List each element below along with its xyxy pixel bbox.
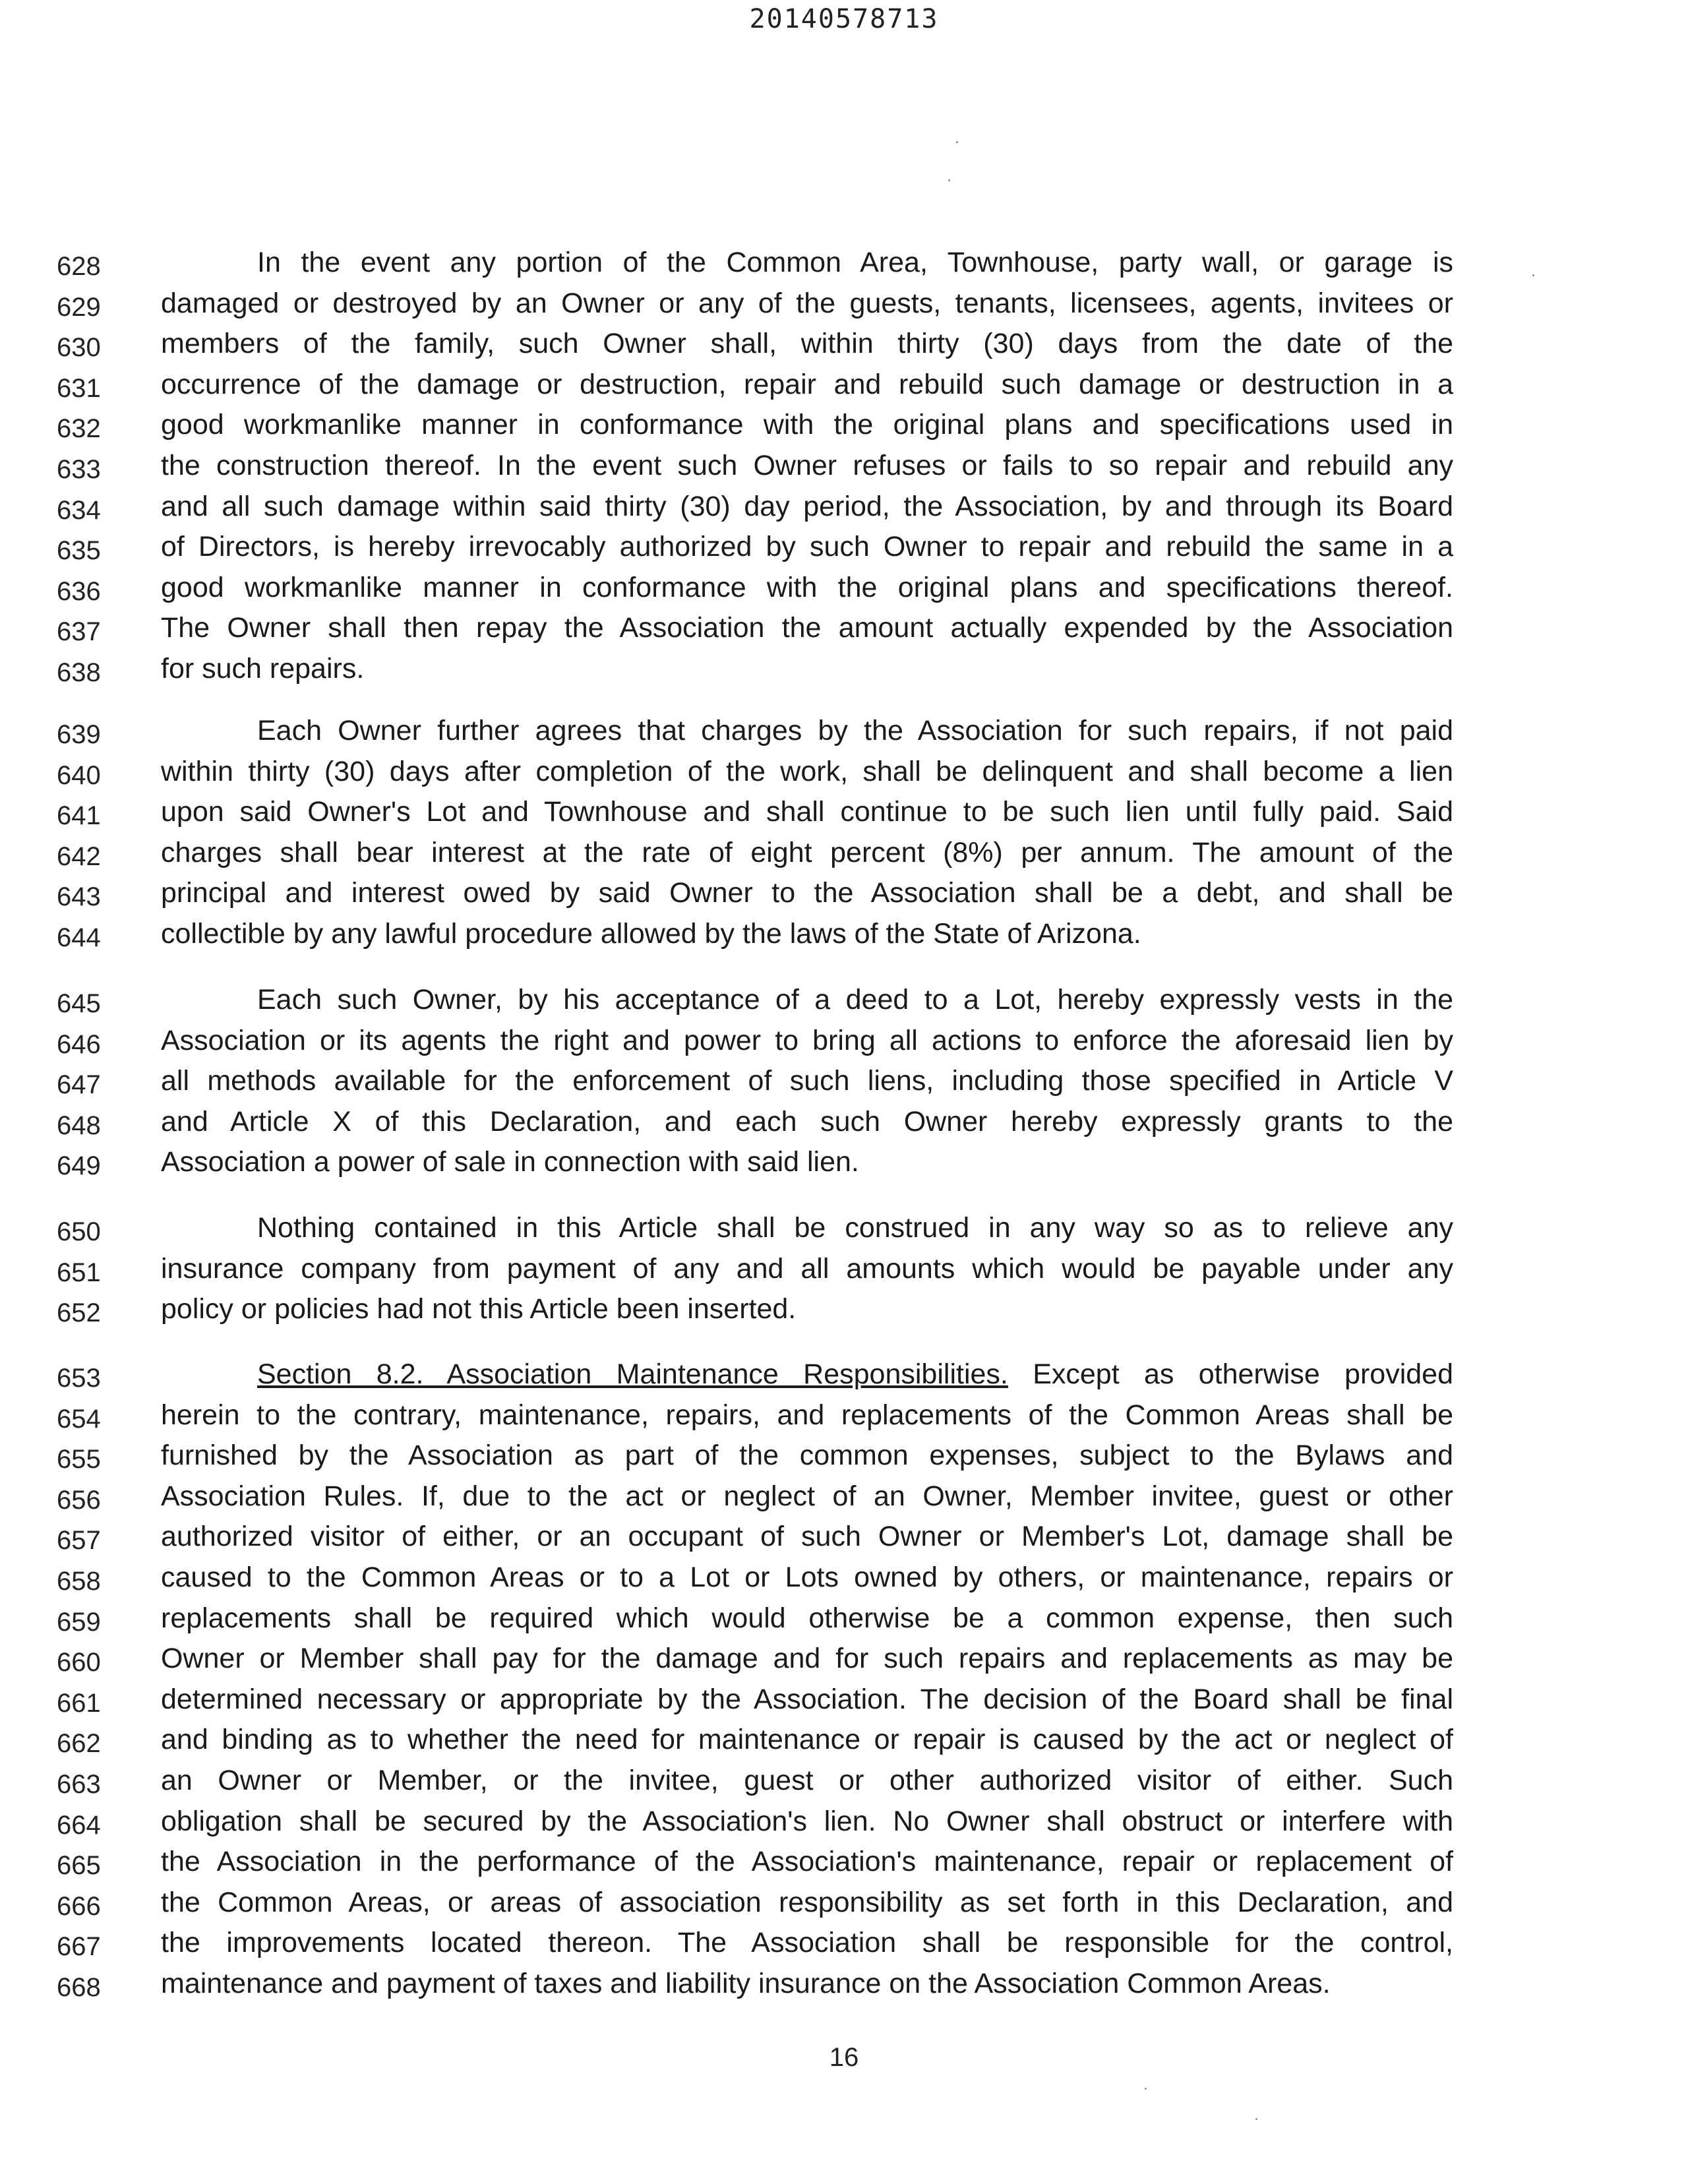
text-line [0, 752, 1688, 793]
line-text: the Common Areas, or areas of association responsibility as set forth in this Declaration, and [161, 1886, 1453, 1918]
line-number: 656 [57, 1485, 101, 1515]
paragraph [0, 980, 1688, 1183]
line-number: 646 [57, 1029, 101, 1059]
text-line [0, 284, 1688, 324]
text-line [0, 1395, 1688, 1436]
text-line [0, 1680, 1688, 1720]
line-number: 638 [57, 657, 101, 687]
line-number: 649 [57, 1151, 101, 1181]
line-number: 655 [57, 1445, 101, 1474]
text-line [0, 446, 1688, 487]
line-text: insurance company from payment of any and all amounts which would be payable under any [161, 1252, 1453, 1285]
line-number: 630 [57, 333, 101, 363]
text-line [0, 873, 1688, 914]
line-text: maintenance and payment of taxes and liability insurance on the Association Common Areas. [161, 1967, 1331, 1999]
line-text: occurrence of the damage or destruction, repair and rebuild such damage or destruction in a [161, 368, 1453, 400]
line-text: within thirty (30) days after completion of the work, shall be delinquent and shall become a lien [161, 755, 1453, 787]
line-number: 658 [57, 1566, 101, 1596]
line-text: for such repairs. [161, 652, 365, 684]
line-text: and binding as to whether the need for maintenance or repair is caused by the act or neglect of [161, 1724, 1453, 1756]
text-line [0, 608, 1688, 649]
line-text: of Directors, is hereby irrevocably authorized by such Owner to repair and rebuild the same in a [161, 531, 1453, 563]
text-line [0, 711, 1688, 752]
text-line [0, 649, 1688, 690]
document-number: 20140578713 [749, 4, 939, 34]
line-number: 662 [57, 1729, 101, 1759]
line-text: determined necessary or appropriate by the Association. The decision of the Board shall be final [161, 1683, 1453, 1715]
line-text: The Owner shall then repay the Association the amount actually expended by the Association [161, 612, 1453, 644]
line-number: 648 [57, 1110, 101, 1140]
line-text: herein to the contrary, maintenance, repairs, and replacements of the Common Areas shall be [161, 1399, 1453, 1431]
text-line [0, 405, 1688, 446]
line-text: all methods available for the enforcement of such liens, including those specified in Article V [161, 1065, 1453, 1097]
paragraph [0, 711, 1688, 955]
line-text: obligation shall be secured by the Association's lien. No Owner shall obstruct or interfere with [161, 1805, 1453, 1837]
line-number: 641 [57, 801, 101, 831]
line-number: 653 [57, 1364, 101, 1393]
text-line [0, 1061, 1688, 1102]
line-number: 629 [57, 292, 101, 322]
scan-speck [1255, 2118, 1257, 2120]
text-line [0, 1517, 1688, 1558]
text-line [0, 1964, 1688, 2005]
line-text: the Association in the performance of the Association's maintenance, repair or replacement of [161, 1846, 1453, 1878]
line-number: 660 [57, 1648, 101, 1678]
line-number: 628 [57, 252, 101, 281]
line-text: and all such damage within said thirty (30) day period, the Association, by and through its Board [161, 490, 1453, 522]
line-number: 654 [57, 1404, 101, 1434]
text-line [0, 1923, 1688, 1964]
scan-speck [956, 141, 958, 143]
text-line [0, 1639, 1688, 1680]
line-number: 634 [57, 495, 101, 525]
line-number: 631 [57, 373, 101, 403]
line-number: 644 [57, 923, 101, 952]
line-number: 635 [57, 536, 101, 566]
line-number: 659 [57, 1607, 101, 1637]
line-text: In the event any portion of the Common Area, Townhouse, party wall, or garage is [257, 247, 1453, 278]
text-line [0, 1142, 1688, 1183]
line-number: 661 [57, 1688, 101, 1718]
line-number: 667 [57, 1932, 101, 1962]
line-number: 645 [57, 989, 101, 1018]
line-text: charges shall bear interest at the rate of eight percent (8%) per annum. The amount of the [161, 836, 1453, 868]
line-text: Association Rules. If, due to the act or neglect of an Owner, Member invitee, guest or other [161, 1480, 1453, 1512]
line-text: Owner or Member shall pay for the damage and for such repairs and replacements as may be [161, 1643, 1453, 1675]
line-text: an Owner or Member, or the invitee, guest or other authorized visitor of either. Such [161, 1764, 1453, 1796]
text-line [0, 324, 1688, 365]
page-number: 16 [829, 2043, 859, 2072]
scan-speck [1145, 2088, 1147, 2090]
text-line [0, 1802, 1688, 1842]
line-number: 632 [57, 414, 101, 444]
paragraph [0, 1208, 1688, 1330]
line-text [257, 1354, 1453, 1395]
line-text: good workmanlike manner in conformance with the original plans and specifications thereof. [161, 571, 1453, 603]
text-line [0, 833, 1688, 874]
line-number: 664 [57, 1810, 101, 1840]
line-text: Each Owner further agrees that charges by the Association for such repairs, if not paid [257, 715, 1453, 746]
line-text: collectible by any lawful procedure allowed by the laws of the State of Arizona. [161, 917, 1141, 950]
text-line [0, 568, 1688, 609]
line-number: 650 [57, 1217, 101, 1246]
line-text: caused to the Common Areas or to a Lot or Lots owned by others, or maintenance, repairs or [161, 1561, 1453, 1593]
text-line [0, 365, 1688, 406]
line-number: 663 [57, 1769, 101, 1799]
text-line [0, 1598, 1688, 1639]
line-text: policy or policies had not this Article been inserted. [161, 1293, 797, 1325]
text-line [0, 1249, 1688, 1290]
text-line [0, 1842, 1688, 1883]
scan-speck [1532, 274, 1534, 276]
line-text: upon said Owner's Lot and Townhouse and shall continue to be such lien until fully paid. Said [161, 796, 1453, 828]
line-number: 665 [57, 1851, 101, 1881]
line-text: replacements shall be required which would otherwise be a common expense, then such [161, 1602, 1453, 1634]
line-number: 640 [57, 760, 101, 790]
line-text: principal and interest owed by said Owner to the Association shall be a debt, and shall be [161, 877, 1453, 909]
section-heading: Section 8.2. Association Maintenance Responsibilities. [257, 1358, 1008, 1390]
text-line [0, 792, 1688, 833]
line-number: 651 [57, 1258, 101, 1287]
text-line [0, 1883, 1688, 1924]
text-line [0, 1208, 1688, 1249]
line-text: good workmanlike manner in conformance with the original plans and specifications used in [161, 409, 1453, 441]
text-line [0, 527, 1688, 568]
text-line [0, 1476, 1688, 1517]
line-number: 668 [57, 1972, 101, 2002]
text-line [0, 1761, 1688, 1802]
line-text: and Article X of this Declaration, and each such Owner hereby expressly grants to the [161, 1105, 1453, 1138]
text-line [0, 980, 1688, 1021]
line-text: the construction thereof. In the event such Owner refuses or fails to so repair and rebuild any [161, 449, 1453, 481]
line-number: 652 [57, 1298, 101, 1328]
line-text: the improvements located thereon. The Association shall be responsible for the control, [161, 1927, 1453, 1959]
line-number: 647 [57, 1070, 101, 1100]
text-line [0, 1021, 1688, 1062]
line-text: Each such Owner, by his acceptance of a deed to a Lot, hereby expressly vests in the [257, 984, 1453, 1016]
line-text-rest: Except as otherwise provided [1008, 1358, 1453, 1390]
line-text: damaged or destroyed by an Owner or any of the guests, tenants, licensees, agents, invitees or [161, 287, 1453, 319]
line-text: authorized visitor of either, or an occupant of such Owner or Member's Lot, damage shall be [161, 1521, 1453, 1553]
line-number: 657 [57, 1526, 101, 1556]
text-line [0, 914, 1688, 955]
text-line [0, 1558, 1688, 1598]
line-number: 666 [57, 1891, 101, 1921]
text-line [0, 243, 1688, 284]
text-line [0, 487, 1688, 528]
line-text: Association or its agents the right and power to bring all actions to enforce the aforesaid lien by [161, 1024, 1453, 1056]
paragraph [0, 1354, 1688, 2005]
line-text: furnished by the Association as part of the common expenses, subject to the Bylaws and [161, 1440, 1453, 1472]
line-number: 633 [57, 454, 101, 484]
text-line [0, 1436, 1688, 1476]
line-number: 636 [57, 576, 101, 606]
line-number: 637 [57, 617, 101, 647]
scan-speck [948, 179, 950, 181]
text-line [0, 1354, 1688, 1395]
text-line [0, 1289, 1688, 1330]
paragraph [0, 243, 1688, 690]
text-line [0, 1720, 1688, 1761]
line-number: 639 [57, 720, 101, 749]
line-number: 643 [57, 882, 101, 912]
line-number: 642 [57, 841, 101, 871]
line-text: members of the family, such Owner shall, within thirty (30) days from the date of the [161, 328, 1453, 360]
line-text: Nothing contained in this Article shall be construed in any way so as to relieve any [257, 1212, 1453, 1244]
line-text: Association a power of sale in connection with said lien. [161, 1146, 859, 1178]
text-line [0, 1102, 1688, 1143]
